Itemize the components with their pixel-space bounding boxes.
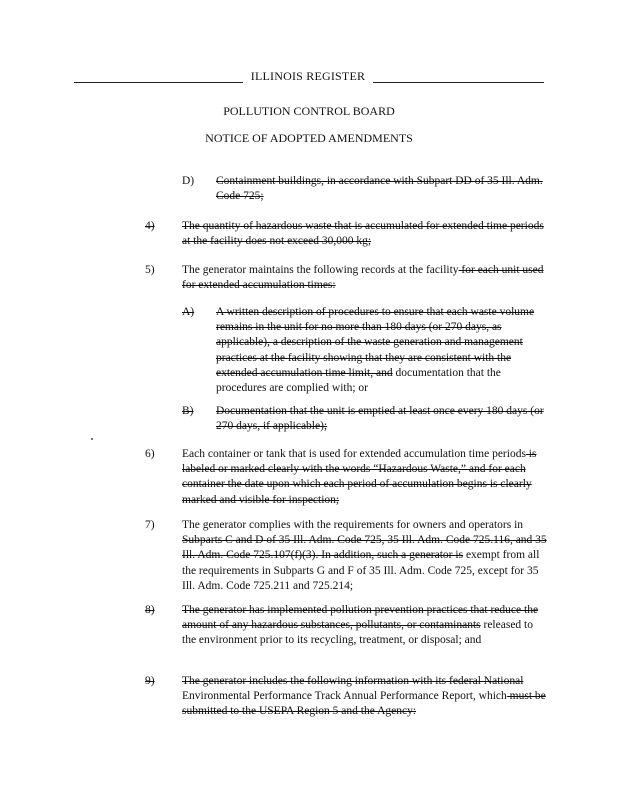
item-marker-5: 5) xyxy=(145,264,155,276)
register-title: ILLINOIS REGISTER xyxy=(243,69,373,84)
item-text-7-struck: Subparts C and D of 35 Ill. Adm. Code 725, 35 Ill. Adm. Code 725.116, and 35 Ill. Adm. Code 725.107(f)(3). In addition, such a generator is xyxy=(182,534,547,562)
item-text-5 xyxy=(182,263,547,293)
notice-title: NOTICE OF ADOPTED AMENDMENTS xyxy=(205,131,413,145)
item-text-8-struck: The generator has implemented pollution prevention practices that reduce the amount of any hazardous substances, pollutants, or contaminants xyxy=(182,604,539,632)
item-text-5-plain: The generator maintains the following records at the facility xyxy=(182,264,459,276)
item-text-7-plain2: exempt from all the requirements in Subparts G and F of 35 Ill. Adm. Code 725, except for 35 Ill. Adm. Code 725.211 and 725.214; xyxy=(182,549,540,592)
item-text-6-struck: is labeled or marked clearly with the words “Hazardous Waste,” and for each container the date upon which each period of accumulation begins is clearly marked and visible for inspection; xyxy=(182,448,537,506)
board-title: POLLUTION CONTROL BOARD xyxy=(223,104,395,118)
item-marker-a: A) xyxy=(182,306,195,318)
item-marker-9: 9) xyxy=(145,675,155,687)
item-text-6-plain: Each container or tank that is used for extended accumulation time periods xyxy=(182,448,526,460)
item-marker-8: 8) xyxy=(145,604,155,616)
item-text-9-struck2: must be submitted to the USEPA Region 5 and the Agency: xyxy=(182,690,546,718)
item-text-7 xyxy=(182,518,547,594)
item-text-9-plain: Environmental Performance Track Annual Performance Report, which xyxy=(182,690,507,703)
item-text-8-plain: released to the environment prior to its recycling, treatment, or disposal; and xyxy=(182,619,533,647)
item-text-d: Containment buildings, in accordance with Subpart DD of 35 Ill. Adm. Code 725; xyxy=(216,175,543,203)
item-text-9 xyxy=(182,674,547,720)
item-text-a-plain: documentation that the procedures are complied with; or xyxy=(216,366,501,395)
item-marker-6: 6) xyxy=(145,448,155,460)
stray-dot xyxy=(91,438,93,440)
item-text-4: The quantity of hazardous waste that is accumulated for extended time periods at the facility does not exceed 30,000 kg; xyxy=(182,220,544,248)
item-marker-4: 4) xyxy=(145,220,155,232)
item-text-5-struck: for each unit used for extended accumulation times: xyxy=(182,264,544,292)
item-text-a-struck: A written description of procedures to ensure that each waste volume remains in the unit for no more than 180 days (or 270 days, as applicable), a description of the waste generation and management practices at the facility showing that they are consistent with the extended accumulation time limit, and xyxy=(216,306,535,379)
item-marker-d: D) xyxy=(182,175,195,187)
item-text-8 xyxy=(182,603,547,649)
item-text-7-plain: The generator complies with the requirements for owners and operators in xyxy=(182,519,524,531)
item-marker-7: 7) xyxy=(145,519,155,531)
item-marker-b: B) xyxy=(182,405,194,417)
item-text-9-struck: The generator includes the following information with its federal National xyxy=(182,675,524,687)
item-text-b: Documentation that the unit is emptied at least once every 180 days (or 270 days, if applicable); xyxy=(216,405,544,433)
item-text-a xyxy=(216,305,546,396)
item-text-6 xyxy=(182,447,547,508)
